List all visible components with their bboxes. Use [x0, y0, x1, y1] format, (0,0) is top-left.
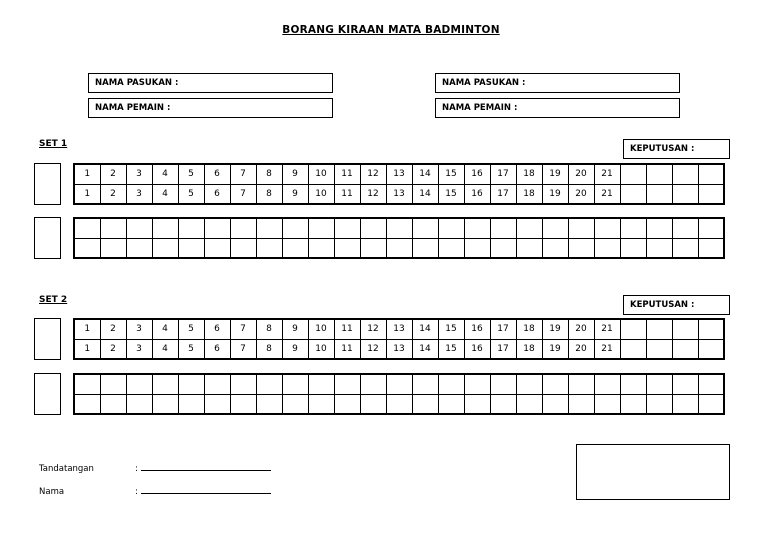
score-extra-cell[interactable] [698, 184, 724, 204]
blank-score-cell[interactable] [360, 218, 386, 238]
score-cell[interactable]: 5 [178, 319, 204, 339]
set-1-blank-table [73, 217, 725, 259]
score-cell[interactable]: 4 [152, 339, 178, 359]
set-1-label: SET 1 [39, 139, 68, 149]
score-cell[interactable]: 1 [74, 339, 100, 359]
score-extra-cell[interactable] [672, 164, 698, 184]
score-cell[interactable]: 13 [386, 339, 412, 359]
official-stamp-box [576, 444, 730, 500]
set-2-keputusan-label: KEPUTUSAN : [630, 300, 695, 310]
tandatangan-line[interactable] [141, 461, 271, 471]
score-cell[interactable]: 17 [490, 184, 516, 204]
blank-score-cell[interactable] [464, 394, 490, 414]
blank-score-cell[interactable] [698, 394, 724, 414]
score-cell[interactable]: 2 [100, 184, 126, 204]
score-cell[interactable]: 5 [178, 339, 204, 359]
score-cell[interactable]: 21 [594, 184, 620, 204]
left-team-name-field[interactable] [88, 73, 333, 93]
score-cell[interactable]: 19 [542, 164, 568, 184]
blank-score-cell[interactable] [308, 218, 334, 238]
blank-score-cell[interactable] [698, 374, 724, 394]
blank-score-cell[interactable] [568, 394, 594, 414]
score-cell[interactable]: 19 [542, 319, 568, 339]
score-cell[interactable]: 3 [126, 319, 152, 339]
score-cell[interactable]: 11 [334, 339, 360, 359]
score-cell[interactable]: 18 [516, 164, 542, 184]
blank-score-cell[interactable] [178, 374, 204, 394]
score-cell[interactable]: 18 [516, 339, 542, 359]
set-2-blank-row-a [74, 374, 724, 394]
score-extra-cell[interactable] [698, 319, 724, 339]
blank-score-cell[interactable] [412, 218, 438, 238]
blank-score-cell[interactable] [334, 394, 360, 414]
score-cell[interactable]: 2 [100, 339, 126, 359]
blank-score-cell[interactable] [386, 394, 412, 414]
score-cell[interactable]: 1 [74, 184, 100, 204]
blank-score-cell[interactable] [282, 218, 308, 238]
score-cell[interactable]: 21 [594, 319, 620, 339]
blank-score-cell[interactable] [334, 238, 360, 258]
set-1-extra-indicator[interactable] [34, 217, 61, 259]
score-cell[interactable]: 11 [334, 184, 360, 204]
score-cell[interactable]: 6 [204, 184, 230, 204]
score-cell[interactable]: 15 [438, 164, 464, 184]
score-cell[interactable]: 12 [360, 339, 386, 359]
score-cell[interactable]: 19 [542, 184, 568, 204]
score-cell[interactable]: 8 [256, 339, 282, 359]
score-extra-cell[interactable] [646, 184, 672, 204]
blank-score-cell[interactable] [438, 238, 464, 258]
score-cell[interactable]: 4 [152, 164, 178, 184]
blank-score-cell[interactable] [308, 374, 334, 394]
score-cell[interactable]: 17 [490, 164, 516, 184]
right-team-label: NAMA PASUKAN : [442, 78, 526, 88]
blank-score-cell[interactable] [256, 218, 282, 238]
score-cell[interactable]: 15 [438, 319, 464, 339]
blank-score-cell[interactable] [594, 394, 620, 414]
blank-score-cell[interactable] [412, 394, 438, 414]
score-cell[interactable]: 21 [594, 339, 620, 359]
set-2-row-a [74, 319, 724, 339]
blank-score-cell[interactable] [230, 238, 256, 258]
nama-line[interactable] [141, 484, 271, 494]
blank-score-cell[interactable] [152, 394, 178, 414]
blank-score-cell[interactable] [438, 218, 464, 238]
score-cell[interactable]: 20 [568, 319, 594, 339]
score-cell[interactable]: 17 [490, 339, 516, 359]
blank-score-cell[interactable] [672, 394, 698, 414]
score-extra-cell[interactable] [620, 184, 646, 204]
score-cell[interactable]: 3 [126, 164, 152, 184]
blank-score-cell[interactable] [672, 218, 698, 238]
blank-score-cell[interactable] [620, 218, 646, 238]
blank-score-cell[interactable] [74, 238, 100, 258]
score-cell[interactable]: 12 [360, 184, 386, 204]
blank-score-cell[interactable] [386, 218, 412, 238]
blank-score-cell[interactable] [256, 394, 282, 414]
blank-score-cell[interactable] [568, 238, 594, 258]
score-cell[interactable]: 9 [282, 184, 308, 204]
blank-score-cell[interactable] [516, 218, 542, 238]
nama-label: Nama [39, 487, 65, 497]
score-cell[interactable]: 19 [542, 339, 568, 359]
blank-score-cell[interactable] [542, 374, 568, 394]
score-cell[interactable]: 20 [568, 339, 594, 359]
right-team-name-field[interactable] [435, 73, 680, 93]
blank-score-cell[interactable] [594, 374, 620, 394]
blank-score-cell[interactable] [464, 238, 490, 258]
blank-score-cell[interactable] [282, 394, 308, 414]
blank-score-cell[interactable] [412, 374, 438, 394]
blank-score-cell[interactable] [334, 218, 360, 238]
score-cell[interactable]: 13 [386, 319, 412, 339]
blank-score-cell[interactable] [360, 238, 386, 258]
blank-score-cell[interactable] [672, 238, 698, 258]
score-cell[interactable]: 11 [334, 164, 360, 184]
score-extra-cell[interactable] [672, 339, 698, 359]
score-cell[interactable]: 14 [412, 339, 438, 359]
score-extra-cell[interactable] [620, 164, 646, 184]
score-cell[interactable]: 6 [204, 319, 230, 339]
blank-score-cell[interactable] [698, 238, 724, 258]
left-player-name-field[interactable] [88, 98, 333, 118]
blank-score-cell[interactable] [74, 374, 100, 394]
score-cell[interactable]: 1 [74, 164, 100, 184]
blank-score-cell[interactable] [308, 394, 334, 414]
score-extra-cell[interactable] [698, 164, 724, 184]
blank-score-cell[interactable] [360, 374, 386, 394]
score-cell[interactable]: 7 [230, 319, 256, 339]
blank-score-cell[interactable] [594, 238, 620, 258]
score-cell[interactable]: 11 [334, 319, 360, 339]
blank-score-cell[interactable] [126, 218, 152, 238]
left-team-label: NAMA PASUKAN : [95, 78, 179, 88]
blank-score-cell[interactable] [360, 394, 386, 414]
set-1-blank-row-b [74, 238, 724, 258]
blank-score-cell[interactable] [308, 238, 334, 258]
blank-score-cell[interactable] [100, 394, 126, 414]
blank-score-cell[interactable] [490, 394, 516, 414]
score-cell[interactable]: 12 [360, 164, 386, 184]
left-player-label: NAMA PEMAIN : [95, 103, 171, 113]
blank-score-cell[interactable] [100, 374, 126, 394]
blank-score-cell[interactable] [464, 374, 490, 394]
blank-score-cell[interactable] [490, 218, 516, 238]
blank-score-cell[interactable] [204, 238, 230, 258]
blank-score-cell[interactable] [516, 238, 542, 258]
form-title: BORANG KIRAAN MATA BADMINTON [282, 24, 500, 36]
score-cell[interactable]: 2 [100, 319, 126, 339]
score-cell[interactable]: 18 [516, 319, 542, 339]
name-row [39, 484, 271, 497]
blank-score-cell[interactable] [438, 374, 464, 394]
score-cell[interactable]: 16 [464, 339, 490, 359]
score-cell[interactable]: 10 [308, 184, 334, 204]
blank-score-cell[interactable] [230, 394, 256, 414]
blank-score-cell[interactable] [74, 394, 100, 414]
set-1-row-b [74, 184, 724, 204]
score-extra-cell[interactable] [646, 339, 672, 359]
set-2-blank-row-b [74, 394, 724, 414]
blank-score-cell[interactable] [74, 218, 100, 238]
score-cell[interactable]: 4 [152, 184, 178, 204]
score-cell[interactable]: 7 [230, 164, 256, 184]
score-cell[interactable]: 2 [100, 164, 126, 184]
blank-score-cell[interactable] [334, 374, 360, 394]
set-1-serve-indicator[interactable] [34, 163, 61, 205]
score-cell[interactable]: 6 [204, 164, 230, 184]
set-2-label: SET 2 [39, 295, 68, 305]
set-1-row-a [74, 164, 724, 184]
blank-score-cell[interactable] [646, 394, 672, 414]
blank-score-cell[interactable] [698, 218, 724, 238]
right-player-name-field[interactable] [435, 98, 680, 118]
score-cell[interactable]: 16 [464, 319, 490, 339]
blank-score-cell[interactable] [620, 374, 646, 394]
tandatangan-separator: : [135, 464, 138, 474]
blank-score-cell[interactable] [230, 374, 256, 394]
blank-score-cell[interactable] [646, 374, 672, 394]
blank-score-cell[interactable] [126, 374, 152, 394]
blank-score-cell[interactable] [568, 218, 594, 238]
score-cell[interactable]: 7 [230, 339, 256, 359]
blank-score-cell[interactable] [594, 218, 620, 238]
score-cell[interactable]: 15 [438, 339, 464, 359]
blank-score-cell[interactable] [412, 238, 438, 258]
tandatangan-label: Tandatangan [39, 464, 94, 474]
blank-score-cell[interactable] [542, 218, 568, 238]
score-cell[interactable]: 1 [74, 319, 100, 339]
score-cell[interactable]: 13 [386, 184, 412, 204]
score-cell[interactable]: 8 [256, 184, 282, 204]
blank-score-cell[interactable] [282, 374, 308, 394]
blank-score-cell[interactable] [178, 218, 204, 238]
blank-score-cell[interactable] [386, 238, 412, 258]
blank-score-cell[interactable] [256, 238, 282, 258]
blank-score-cell[interactable] [516, 374, 542, 394]
blank-score-cell[interactable] [672, 374, 698, 394]
blank-score-cell[interactable] [386, 374, 412, 394]
score-cell[interactable]: 8 [256, 164, 282, 184]
blank-score-cell[interactable] [438, 394, 464, 414]
score-cell[interactable]: 5 [178, 184, 204, 204]
blank-score-cell[interactable] [464, 218, 490, 238]
blank-score-cell[interactable] [126, 238, 152, 258]
score-cell[interactable]: 3 [126, 339, 152, 359]
signature-row [39, 461, 271, 474]
score-extra-cell[interactable] [672, 184, 698, 204]
score-extra-cell[interactable] [620, 319, 646, 339]
score-cell[interactable]: 10 [308, 339, 334, 359]
score-cell[interactable]: 5 [178, 164, 204, 184]
blank-score-cell[interactable] [126, 394, 152, 414]
blank-score-cell[interactable] [542, 238, 568, 258]
blank-score-cell[interactable] [204, 394, 230, 414]
set-2-score-table [73, 318, 725, 360]
score-cell[interactable]: 21 [594, 164, 620, 184]
set-1-score-table [73, 163, 725, 205]
score-cell[interactable]: 7 [230, 184, 256, 204]
blank-score-cell[interactable] [204, 218, 230, 238]
blank-score-cell[interactable] [204, 374, 230, 394]
right-player-label: NAMA PEMAIN : [442, 103, 518, 113]
score-cell[interactable]: 20 [568, 164, 594, 184]
score-cell[interactable]: 16 [464, 164, 490, 184]
nama-separator: : [135, 487, 138, 497]
blank-score-cell[interactable] [620, 394, 646, 414]
score-extra-cell[interactable] [646, 164, 672, 184]
score-cell[interactable]: 17 [490, 319, 516, 339]
set-2-blank-table [73, 373, 725, 415]
blank-score-cell[interactable] [620, 238, 646, 258]
score-cell[interactable]: 14 [412, 164, 438, 184]
blank-score-cell[interactable] [282, 238, 308, 258]
score-extra-cell[interactable] [620, 339, 646, 359]
set-2-keputusan-field[interactable] [623, 295, 730, 315]
score-cell[interactable]: 9 [282, 339, 308, 359]
blank-score-cell[interactable] [100, 238, 126, 258]
blank-score-cell[interactable] [152, 238, 178, 258]
score-cell[interactable]: 4 [152, 319, 178, 339]
score-extra-cell[interactable] [646, 319, 672, 339]
score-cell[interactable]: 18 [516, 184, 542, 204]
score-cell[interactable]: 14 [412, 184, 438, 204]
score-cell[interactable]: 10 [308, 319, 334, 339]
score-extra-cell[interactable] [698, 339, 724, 359]
blank-score-cell[interactable] [152, 374, 178, 394]
blank-score-cell[interactable] [490, 238, 516, 258]
score-cell[interactable]: 8 [256, 319, 282, 339]
set-1-blank-row-a [74, 218, 724, 238]
score-cell[interactable]: 12 [360, 319, 386, 339]
blank-score-cell[interactable] [152, 218, 178, 238]
blank-score-cell[interactable] [646, 238, 672, 258]
blank-score-cell[interactable] [542, 394, 568, 414]
score-cell[interactable]: 9 [282, 319, 308, 339]
blank-score-cell[interactable] [178, 394, 204, 414]
score-cell[interactable]: 6 [204, 339, 230, 359]
blank-score-cell[interactable] [516, 394, 542, 414]
score-cell[interactable]: 10 [308, 164, 334, 184]
score-cell[interactable]: 3 [126, 184, 152, 204]
blank-score-cell[interactable] [256, 374, 282, 394]
blank-score-cell[interactable] [230, 218, 256, 238]
score-cell[interactable]: 13 [386, 164, 412, 184]
set-1-keputusan-label: KEPUTUSAN : [630, 144, 695, 154]
score-cell[interactable]: 9 [282, 164, 308, 184]
score-cell[interactable]: 14 [412, 319, 438, 339]
set-2-extra-indicator[interactable] [34, 373, 61, 415]
blank-score-cell[interactable] [490, 374, 516, 394]
score-cell[interactable]: 20 [568, 184, 594, 204]
set-2-serve-indicator[interactable] [34, 318, 61, 360]
score-cell[interactable]: 16 [464, 184, 490, 204]
set-1-keputusan-field[interactable] [623, 139, 730, 159]
blank-score-cell[interactable] [568, 374, 594, 394]
blank-score-cell[interactable] [100, 218, 126, 238]
blank-score-cell[interactable] [646, 218, 672, 238]
set-2-row-b [74, 339, 724, 359]
score-extra-cell[interactable] [672, 319, 698, 339]
score-cell[interactable]: 15 [438, 184, 464, 204]
blank-score-cell[interactable] [178, 238, 204, 258]
